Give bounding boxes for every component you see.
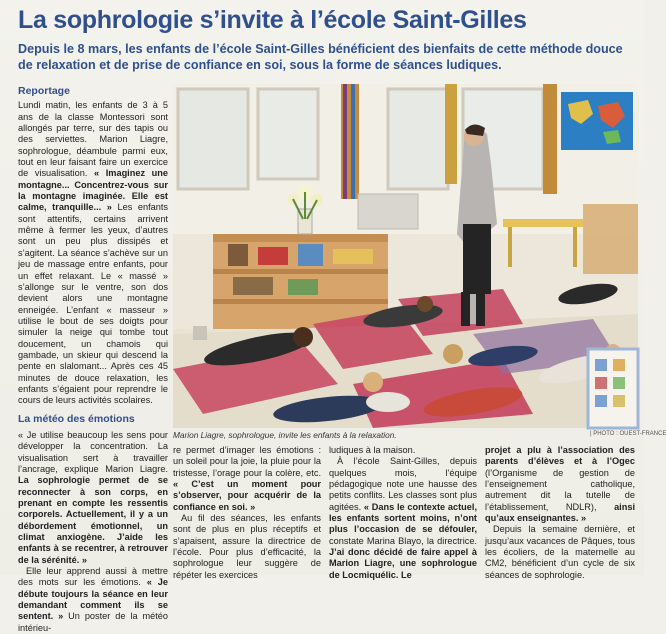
paragraph [329,456,477,581]
paragraph [173,445,321,513]
quote-bold: « Je débute toujours la séance en leur demandant comment ils se sentent. » [18,577,168,622]
text-run: « Je utilise beaucoup les sens pour développer la concentration. La visualisation sert à travailler l’ancrage, explique Marion Liagre. [18,429,168,474]
article-photo [173,84,638,428]
section-label: Reportage [18,85,70,97]
quote-bold: La sophrologie permet de se reconnecter à son corps, en prenant en compte les ressentis corporels. Actuellement, il y a un débordement émotionnel, un climat anxiogène. J’aide les enfants à se recentrer, à retrouver de la sérénité. » [18,475,168,565]
quote-bold: « Imaginez une montagne... Concentrez-vous sur la montagne imaginée. Elle est calme, tranquille... » [18,168,168,213]
text-run: (l’Organisme de gestion de l’enseignement catholique, autrement dit la tutelle de l’établissement, NDLR), [485,467,635,512]
subheading: La météo des émotions [18,412,135,425]
text-run: Lundi matin, les enfants de 3 à 5 ans de la classe Montessori sont allongés par terre, sur des tapis ou des serviettes. Marion Liagre, sophrologue, déambule parmi eux, tout en leur faisant faire un exercice de visualisation. [18,100,168,179]
paragraph [18,430,168,566]
paragraph [329,445,477,456]
paragraph [485,445,635,524]
article-column-bottom-1 [173,445,321,581]
article-column-bottom-3 [485,445,635,581]
text-run: Les enfants sont attentifs, certains arrivent même à fermer les yeux, d’autres sont un peu plus dissipés et s’agitent. La séance s’achève sur un jeu de massage entre enfants, pour un effet relaxant. Le « massé » s’allonge sur le ventre, son dos devient alors une montagne enneigée. L’enfant « masseur » utilise le bout de ses doigts pour simuler la neige qui tombe tout doucement, un chamois qui gambade, un skieur qui descend la pente en slalomant... Après ces 45 minutes de douce relaxation, les enfants s’égaient pour reprendre le cours de leurs activités scolaires. [18,202,169,406]
photo-credit: | PHOTO : OUEST-FRANCE [590,431,666,437]
text-run: Au fil des séances, les enfants sont de plus en plus réceptifs et s’apaisent, assure la directrice de l’école. Pour plus d’efficacité, la sophrologue leur suggère de répéter les exercices [173,513,321,580]
text-run: Depuis la semaine dernière, et jusqu’aux vacances de Pâques, tous les écoliers, de la maternelle au CM2, bénéficient d’un cycle de six séances de sophrologie. [485,524,635,580]
classroom-photo-illustration [173,84,638,428]
article-column-left [18,86,168,634]
paragraph [173,513,321,581]
text-run: re permet d’imager les émotions : un soleil pour la joie, la pluie pour la tristesse, l’orage pour la colère, etc. [173,445,321,478]
quote-bold: projet a plu à l’association des parents d’élèves et à l’Ogec [485,445,635,467]
text-run: constate Marina Blayo, la directrice. [329,535,477,546]
text-run: ludiques à la maison. [329,445,416,455]
photo-caption: Marion Liagre, sophrologue, invite les enfants à la relaxation. [173,430,397,440]
lead-paragraph: Depuis le 8 mars, les enfants de l’école Saint-Gilles bénéficient des bienfaits de cette méthode douce de relaxation et de prise de confiance en soi, sous la forme de séances ludiques. [18,42,623,72]
quote-bold: « Dans le contexte actuel, les enfants sortent moins, n’ont plus l’occasion de se défouler, [329,501,477,535]
quote-bold: J’ai donc décidé de faire appel à Marion Liagre, une sophrologue de Locmiquélic. Le [329,547,477,580]
text-run: Un poster de la météo intérieu- [18,611,168,633]
headline: La sophrologie s’invite à l’école Saint-Gilles [18,6,527,34]
text-run: Elle leur apprend aussi à mettre des mots sur les émotions. [18,566,168,588]
paragraph [18,100,168,406]
article-column-bottom-2 [329,445,477,581]
paragraph [485,524,635,581]
text-run: À l’école Saint-Gilles, depuis quelques mois, l’équipe pédagogique note une hausse des petits conflits. Les classes sont plus agitées. [329,456,477,512]
paragraph [18,566,168,634]
quote-bold: ainsi qu’aux enseignantes. » [485,501,635,524]
quote-bold: « C’est un moment pour s’observer, pour acquérir de la confiance en soi. » [173,479,321,512]
